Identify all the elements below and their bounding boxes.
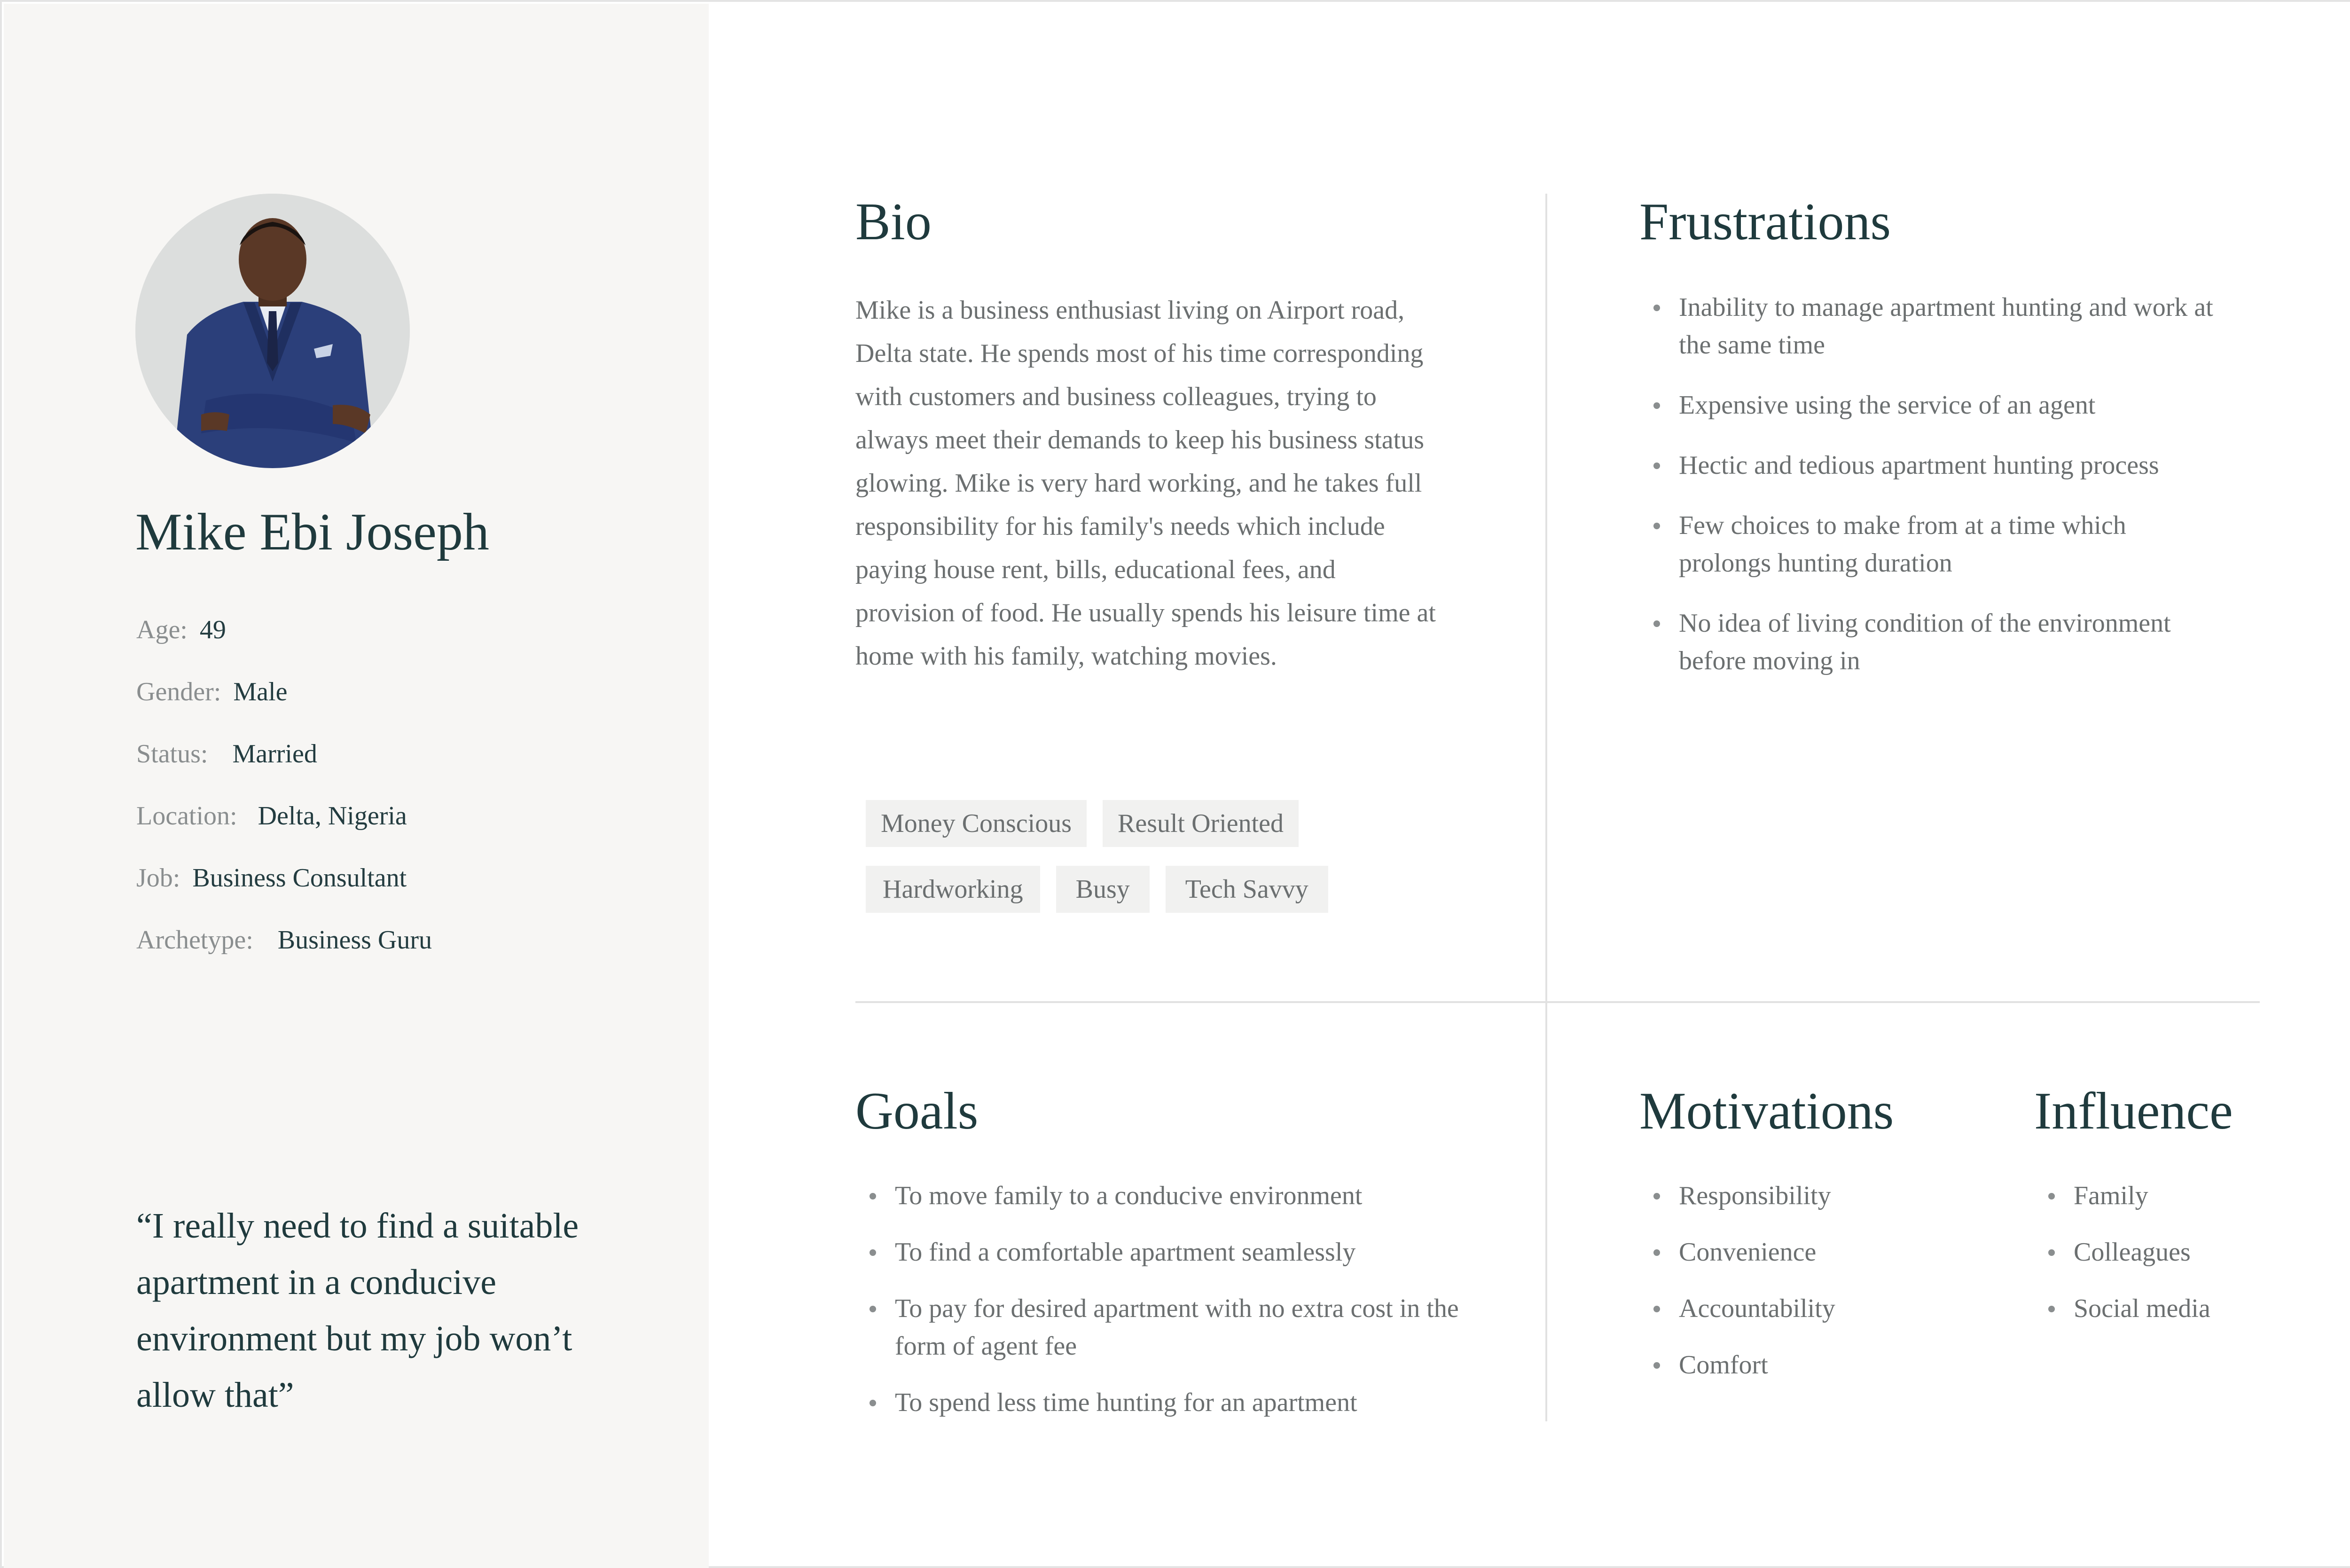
- detail-archetype: [136, 925, 653, 987]
- person-photo-icon: [135, 194, 410, 468]
- frustrations-list: [1639, 289, 2222, 680]
- frustrations-title: Frustrations: [1639, 193, 1891, 251]
- detail-job: [136, 863, 653, 925]
- tag: Tech Savvy: [1166, 866, 1328, 913]
- detail-label: Location:: [136, 801, 237, 831]
- detail-value: 49: [199, 615, 226, 644]
- detail-value: Business Guru: [277, 925, 432, 955]
- trait-tags: [866, 800, 1430, 932]
- detail-value: Male: [233, 677, 288, 706]
- detail-label: Gender:: [136, 677, 221, 706]
- motivations-title: Motivations: [1639, 1082, 1894, 1140]
- tag: Busy: [1056, 866, 1150, 913]
- detail-label: Archetype:: [136, 925, 253, 955]
- motivations-list: [1639, 1177, 1997, 1384]
- bio-title: Bio: [855, 193, 932, 251]
- list-item: Convenience: [1639, 1233, 1997, 1271]
- tag-row: [866, 800, 1430, 847]
- detail-age: [136, 615, 653, 677]
- detail-status: [136, 739, 653, 801]
- avatar: [135, 194, 410, 468]
- tag-row: [866, 866, 1430, 913]
- list-item: Responsibility: [1639, 1177, 1997, 1215]
- tag: Money Conscious: [866, 800, 1087, 847]
- detail-gender: [136, 677, 653, 739]
- horizontal-divider: [855, 1001, 2260, 1003]
- detail-value: Married: [232, 739, 317, 768]
- list-item: Social media: [2034, 1290, 2350, 1327]
- detail-label: Status:: [136, 739, 208, 768]
- vertical-divider: [1545, 194, 1547, 1421]
- list-item: Inability to manage apartment hunting and work at the same time: [1639, 289, 2222, 364]
- goals-list: [855, 1177, 1504, 1421]
- list-item: To spend less time hunting for an apartment: [855, 1384, 1504, 1421]
- detail-label: Age:: [136, 615, 188, 644]
- tag: Result Oriented: [1103, 800, 1299, 847]
- list-item: Colleagues: [2034, 1233, 2350, 1271]
- detail-label: Job:: [136, 863, 180, 893]
- tag: Hardworking: [866, 866, 1040, 913]
- goals-title: Goals: [855, 1082, 979, 1140]
- persona-quote: “I really need to find a suitable apartment in a conducive environment but my job won’t allow that”: [136, 1206, 579, 1415]
- list-item: Hectic and tedious apartment hunting process: [1639, 447, 2222, 484]
- list-item: No idea of living condition of the environment before moving in: [1639, 604, 2222, 680]
- list-item: Few choices to make from at a time which prolongs hunting duration: [1639, 507, 2222, 582]
- bio-text: Mike is a business enthusiast living on Airport road, Delta state. He spends most of his time corresponding with customers and business colleagues, trying to always meet their demands to keep his business status glowing. Mike is very hard working, and he takes full responsibility for his family's needs which include paying house rent, bills, educational fees, and provision of food. He usually spends his leisure time at home with his family, watching movies.: [855, 296, 1436, 671]
- list-item: Accountability: [1639, 1290, 1997, 1327]
- list-item: Comfort: [1639, 1346, 1997, 1384]
- list-item: Family: [2034, 1177, 2350, 1215]
- persona-sidebar: [4, 4, 709, 1568]
- list-item: Expensive using the service of an agent: [1639, 386, 2222, 424]
- detail-location: [136, 801, 653, 863]
- detail-value: Business Consultant: [192, 863, 407, 893]
- influence-title: Influence: [2034, 1082, 2233, 1140]
- persona-name: Mike Ebi Joseph: [135, 503, 489, 561]
- detail-value: Delta, Nigeria: [258, 801, 407, 831]
- list-item: To pay for desired apartment with no extra cost in the form of agent fee: [855, 1290, 1504, 1365]
- persona-details: [136, 615, 653, 987]
- list-item: To find a comfortable apartment seamlessly: [855, 1233, 1504, 1271]
- list-item: To move family to a conducive environment: [855, 1177, 1504, 1215]
- influence-list: [2034, 1177, 2350, 1327]
